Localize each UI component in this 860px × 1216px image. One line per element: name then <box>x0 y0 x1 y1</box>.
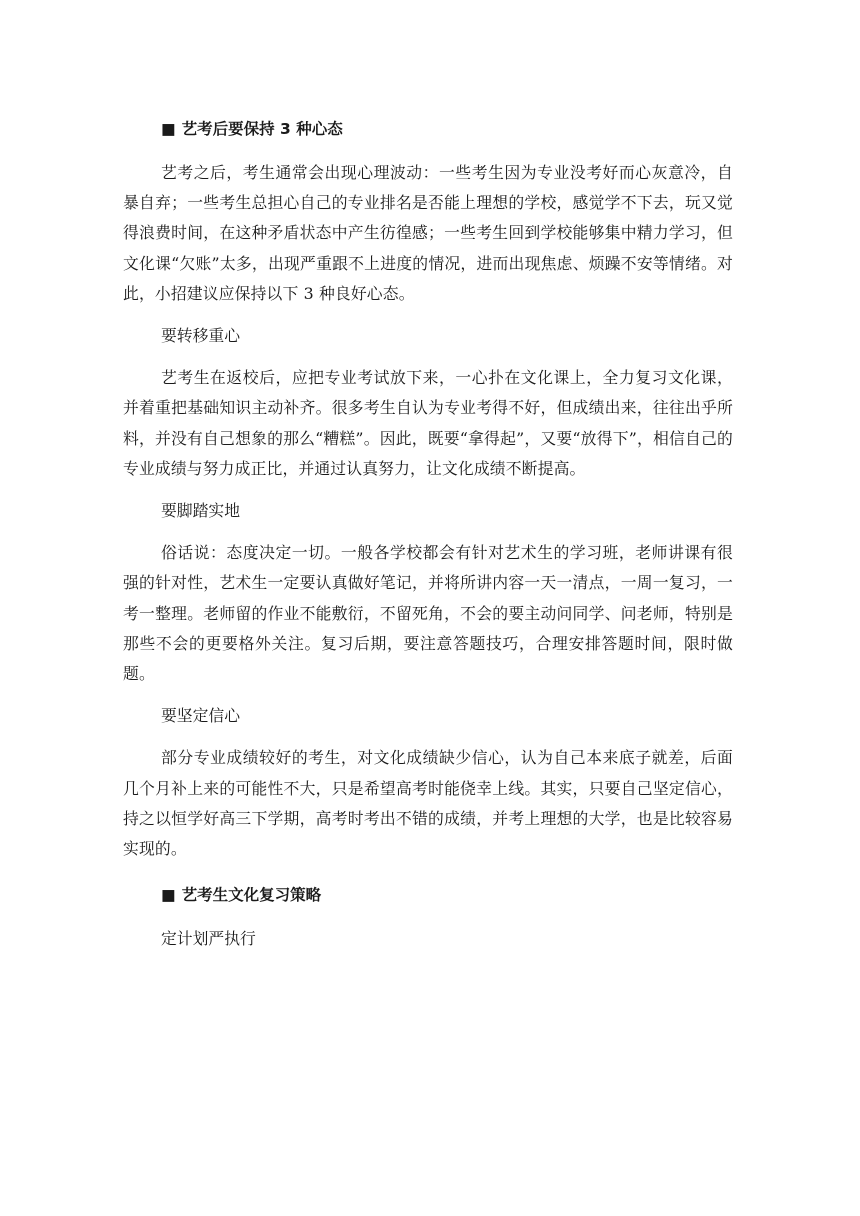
subheading-down-to-earth: 要脚踏实地 <box>161 501 240 521</box>
document-body <box>123 110 733 954</box>
subheading-shift-focus: 要转移重心 <box>161 326 240 346</box>
intro-paragraph: 艺考之后，考生通常会出现心理波动：一些考生因为专业没考好而心灰意冷，自暴自弃；一些考生总担心自己的专业排名是否能上理想的学校，感觉学不下去，玩又觉得浪费时间，在这种矛盾状态中产生彷徨感；一些考生回到学校能够集中精力学习，但文化课“欠账”太多，出现严重跟不上进度的情况，进而出现焦虑、烦躁不安等情绪。对此，小招建议应保持以下 3 种良好心态。 <box>123 163 733 303</box>
paragraph-down-to-earth: 俗话说：态度决定一切。一般各学校都会有针对艺术生的学习班，老师讲课有很强的针对性，艺术生一定要认真做好笔记，并将所讲内容一天一清点，一周一复习，一考一整理。老师留的作业不能敷衍，不留死角，不会的要主动问同学、问老师，特别是那些不会的更要格外关注。复习后期，要注意答题技巧，合理安排答题时间，限时做题。 <box>123 543 733 684</box>
section-heading-text: 艺考后要保持 3 种心态 <box>181 120 343 138</box>
section-heading-text: 艺考生文化复习策略 <box>181 886 322 905</box>
paragraph-shift-focus: 艺考生在返校后，应把专业考试放下来，一心扑在文化课上，全力复习文化课，并着重把基础知识主动补齐。很多考生自认为专业考得不好，但成绩出来，往往出乎所料，并没有自己想象的那么“糟糕”。因此，既要“拿得起”，又要“放得下”，相信自己的专业成绩与努力成正比，并通过认真努力，让文化成绩不断提高。 <box>123 368 733 478</box>
square-bullet-icon: ■ <box>161 120 176 138</box>
section-heading-strategy <box>161 876 733 914</box>
square-bullet-icon: ■ <box>161 886 176 905</box>
subheading-confidence: 要坚定信心 <box>161 706 240 726</box>
paragraph-confidence: 部分专业成绩较好的考生，对文化成绩缺少信心，认为自己本来底子就差，后面几个月补上来的可能性不大，只是希望高考时能侥幸上线。其实，只要自己坚定信心，持之以恒学好高三下学期，高考时考出不错的成绩，并考上理想的大学，也是比较容易实现的。 <box>123 748 733 859</box>
section-heading-mindset <box>161 110 733 148</box>
subheading-plan-execute: 定计划严执行 <box>161 929 256 949</box>
